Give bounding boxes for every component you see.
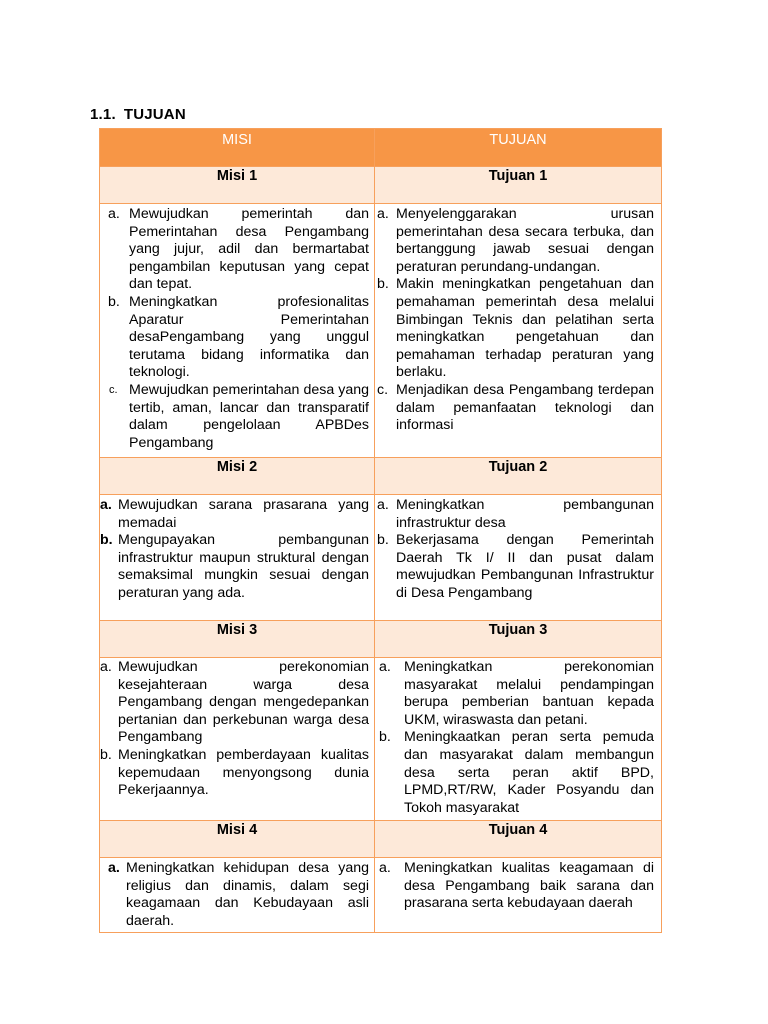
tujuan-list <box>379 659 654 817</box>
tujuan-content <box>375 495 662 621</box>
section-title: TUJUAN <box>123 106 186 123</box>
list-marker: a. <box>377 206 389 222</box>
list-marker: c. <box>109 383 118 396</box>
list-item-text: Meningkatkan kualitas keagamaan di desa Pengambang baik sarana dan prasarana serta kebudayaan daerah <box>404 860 654 912</box>
tujuan-list <box>377 497 654 603</box>
tujuan-title: Tujuan 2 <box>375 458 662 495</box>
list-item-text: Mewujudkan pemerintah dan Pemerintahan desa Pengambang yang jujur, adil dan bermartabat pengambilan keputusan yang cepat dan tepat. <box>129 206 369 293</box>
list-marker: a. <box>108 860 120 876</box>
group-content-row <box>100 858 662 933</box>
group-title-row <box>100 621 662 658</box>
list-item <box>379 659 654 729</box>
list-item <box>109 381 369 452</box>
list-marker: a. <box>377 497 389 513</box>
section-number: 1.1. <box>90 106 116 123</box>
list-item-text: Meningkatkan kehidupan desa yang religius dan dinamis, dalam segi keagamaan dan Kebudayaan asli daerah. <box>126 860 369 929</box>
list-item-text: Mewujudkan sarana prasarana yang memadai <box>118 497 369 531</box>
group-content-row <box>100 658 662 821</box>
misi-list <box>108 206 369 452</box>
header-tujuan: TUJUAN <box>375 129 662 167</box>
misi-list <box>108 860 369 930</box>
list-marker: b. <box>377 276 389 293</box>
list-marker: b. <box>100 746 112 763</box>
list-item-text: Makin meningkatkan pengetahuan dan pemahaman pemerintah desa melalui Bimbingan Teknis dan pelatihan serta meningkatkan pengetahuan dan pemahaman terhadap peraturan yang berlaku. <box>396 276 654 381</box>
list-marker: b. <box>379 729 391 746</box>
misi-list <box>100 497 369 603</box>
group-title-row <box>100 167 662 204</box>
list-item-text: Bekerjasama dengan Pemerintah Daerah Tk I/ II dan pusat dalam mewujudkan Pembangunan Infrastruktur di Desa Pengambang <box>396 532 654 601</box>
list-item-text: Mewujudkan perekonomian kesejahteraan warga desa Pengambang dengan mengedepankan pertanian dan perkebunan warga desa Pengambang <box>118 659 369 746</box>
misi-title: Misi 3 <box>100 621 375 658</box>
group-content-row <box>100 495 662 621</box>
tujuan-title: Tujuan 3 <box>375 621 662 658</box>
list-item-text: Meningkaatkan peran serta pemuda dan masyarakat dalam membangun desa serta peran aktif BPD, LPMD,RT/RW, Kader Posyandu dan Tokoh masyarakat <box>404 729 654 816</box>
list-marker: a. <box>100 659 112 675</box>
list-item <box>100 746 369 800</box>
list-item <box>379 729 654 817</box>
list-item-text: Menyelenggarakan urusan pemerintahan desa secara terbuka, dan bertanggung jawab sesuai dengan peraturan perundang-undangan. <box>396 206 654 275</box>
list-marker: b. <box>100 532 113 549</box>
list-item <box>377 497 654 532</box>
list-item <box>100 532 369 602</box>
list-item <box>100 497 369 532</box>
tujuan-content <box>375 204 662 458</box>
misi-tujuan-table <box>99 128 662 933</box>
list-item-text: Meningkatkan pemberdayaan kualitas kepemudaan menyongsong dunia Pekerjaannya. <box>118 746 369 799</box>
section-heading <box>90 106 186 123</box>
list-item <box>100 659 369 747</box>
list-item-text: Meningkatkan profesionalitas Aparatur Pemerintahan desaPengambang yang unggul terutama bidang informatika dan teknologi. <box>129 293 369 381</box>
list-item <box>379 860 654 913</box>
list-marker: b. <box>108 293 120 310</box>
list-item-text: Meningkatkan perekonomian masyarakat melalui pendampingan berupa pemberian bantuan kepada UKM, wiraswasta dan petani. <box>404 659 654 728</box>
tujuan-content <box>375 658 662 821</box>
tujuan-title: Tujuan 4 <box>375 821 662 858</box>
group-title-row <box>100 458 662 495</box>
group-content-row <box>100 204 662 458</box>
list-marker: a. <box>100 497 112 513</box>
list-marker: c. <box>377 381 389 398</box>
list-item <box>377 381 654 435</box>
list-item-text: Mewujudkan pemerintahan desa yang tertib, aman, lancar dan transparatif dalam pengelolaan APBDes Pengambang <box>129 381 369 451</box>
misi-title: Misi 4 <box>100 821 375 858</box>
tujuan-content <box>375 858 662 933</box>
misi-content <box>100 495 375 621</box>
list-item <box>108 860 369 930</box>
misi-content <box>100 658 375 821</box>
list-item <box>377 532 654 602</box>
list-item <box>377 206 654 276</box>
misi-content <box>100 858 375 933</box>
group-title-row <box>100 821 662 858</box>
table-header-row <box>100 129 662 167</box>
list-marker: a. <box>108 206 120 222</box>
list-item <box>108 293 369 382</box>
list-item-text: Mengupayakan pembangunan infrastruktur maupun struktural dengan semaksimal mungkin sesuai dengan peraturan yang ada. <box>118 532 369 601</box>
tujuan-list <box>379 860 654 913</box>
tujuan-title: Tujuan 1 <box>375 167 662 204</box>
tujuan-list <box>377 206 654 435</box>
list-item <box>377 276 654 382</box>
list-item-text: Meningkatkan pembangunan infrastruktur desa <box>396 497 654 531</box>
misi-list <box>100 659 369 800</box>
list-item-text: Menjadikan desa Pengambang terdepan dalam pemanfaatan teknologi dan informasi <box>396 381 654 434</box>
list-marker: b. <box>377 532 389 549</box>
misi-content <box>100 204 375 458</box>
misi-title: Misi 2 <box>100 458 375 495</box>
misi-title: Misi 1 <box>100 167 375 204</box>
list-marker: a. <box>379 860 391 876</box>
list-item <box>108 206 369 294</box>
list-marker: a. <box>379 659 391 675</box>
header-misi: MISI <box>100 129 375 167</box>
